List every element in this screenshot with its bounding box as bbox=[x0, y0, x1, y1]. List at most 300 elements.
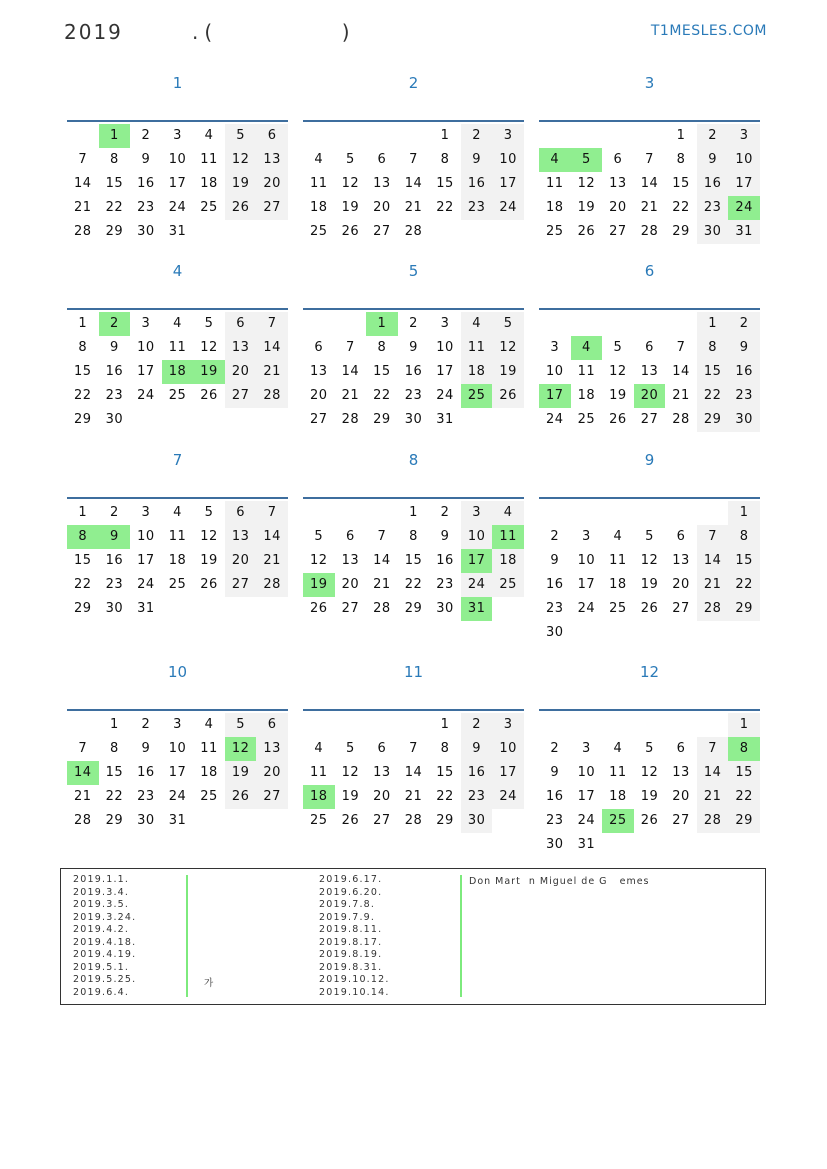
empty-cell bbox=[665, 621, 697, 645]
day-cell: 4 bbox=[314, 152, 324, 167]
day-cell: 27 bbox=[256, 785, 288, 809]
empty-cell bbox=[303, 124, 335, 148]
empty-cell bbox=[366, 713, 398, 737]
day-cell: 23 bbox=[105, 577, 124, 592]
day-cell: 12 bbox=[225, 148, 257, 172]
empty-cell bbox=[539, 501, 571, 525]
day-cell: 20 bbox=[373, 789, 391, 804]
week-row bbox=[539, 621, 760, 645]
day-cell: 8 bbox=[728, 525, 760, 549]
empty-cell bbox=[571, 621, 603, 645]
month-4 bbox=[67, 260, 288, 432]
day-cell: 29 bbox=[105, 224, 124, 239]
month-title: 10 bbox=[167, 663, 188, 681]
day-cell: 1 bbox=[697, 312, 729, 336]
week-row bbox=[67, 785, 288, 809]
day-cell: 26 bbox=[577, 224, 596, 239]
day-cell: 17 bbox=[168, 765, 187, 780]
week-row bbox=[303, 408, 524, 432]
day-cell: 20 bbox=[225, 549, 257, 573]
day-cell: 25 bbox=[168, 388, 187, 403]
month-title: 7 bbox=[172, 451, 183, 469]
month-title: 5 bbox=[408, 262, 419, 280]
day-cell: 20 bbox=[256, 761, 288, 785]
day-cell: 2 bbox=[141, 128, 151, 143]
day-cell: 13 bbox=[373, 765, 391, 780]
legend-date: 2019.8.31. bbox=[319, 961, 383, 973]
day-cell: 8 bbox=[728, 737, 760, 761]
empty-cell bbox=[193, 809, 225, 833]
month-title: 1 bbox=[172, 74, 183, 92]
week-row bbox=[303, 573, 524, 597]
empty-cell bbox=[697, 833, 729, 857]
day-cell: 9 bbox=[697, 148, 729, 172]
day-cell: 7 bbox=[78, 152, 88, 167]
legend-date: 2019.4.2. bbox=[73, 924, 130, 935]
empty-cell bbox=[303, 312, 335, 336]
day-cell: 29 bbox=[105, 813, 124, 828]
empty-cell bbox=[602, 621, 634, 645]
legend-date: 2019.4.19. bbox=[73, 949, 137, 960]
day-cell: 11 bbox=[577, 364, 596, 379]
day-cell: 15 bbox=[74, 553, 92, 568]
day-cell: 5 bbox=[204, 316, 214, 331]
week-row bbox=[67, 336, 288, 360]
month-title: 2 bbox=[408, 74, 419, 92]
day-cell: 8 bbox=[67, 525, 99, 549]
empty-cell bbox=[130, 408, 162, 432]
day-cell: 24 bbox=[577, 601, 596, 616]
day-cell: 7 bbox=[377, 529, 387, 544]
day-cell: 9 bbox=[728, 336, 760, 360]
day-cell: 6 bbox=[225, 312, 257, 336]
day-cell: 30 bbox=[546, 625, 564, 640]
week-row bbox=[67, 525, 288, 549]
day-cell: 14 bbox=[341, 364, 360, 379]
day-cell: 10 bbox=[577, 765, 596, 780]
month-grid bbox=[67, 308, 288, 432]
day-cell: 24 bbox=[492, 196, 524, 220]
empty-cell bbox=[335, 713, 367, 737]
day-cell: 17 bbox=[577, 789, 596, 804]
month-grid bbox=[67, 497, 288, 621]
week-row bbox=[539, 761, 760, 785]
week-row bbox=[67, 408, 288, 432]
day-cell: 3 bbox=[492, 713, 524, 737]
day-cell: 13 bbox=[640, 364, 659, 379]
day-cell: 5 bbox=[314, 529, 324, 544]
day-cell: 15 bbox=[728, 761, 760, 785]
day-cell: 3 bbox=[141, 505, 151, 520]
day-cell: 14 bbox=[74, 176, 92, 191]
empty-cell bbox=[539, 312, 571, 336]
day-cell: 5 bbox=[345, 152, 355, 167]
day-cell: 21 bbox=[341, 388, 360, 403]
day-cell: 24 bbox=[168, 200, 187, 215]
day-cell: 16 bbox=[105, 364, 124, 379]
month-10 bbox=[67, 661, 288, 833]
day-cell: 15 bbox=[672, 176, 690, 191]
day-cell: 6 bbox=[377, 741, 387, 756]
week-row bbox=[303, 124, 524, 148]
day-cell: 10 bbox=[577, 553, 596, 568]
empty-cell bbox=[634, 833, 666, 857]
legend-column-2 bbox=[319, 874, 390, 999]
day-cell: 25 bbox=[310, 224, 328, 239]
empty-cell bbox=[571, 124, 603, 148]
empty-cell bbox=[728, 621, 760, 645]
day-cell: 12 bbox=[640, 765, 659, 780]
day-cell: 27 bbox=[373, 224, 391, 239]
day-cell: 11 bbox=[310, 176, 328, 191]
day-cell: 20 bbox=[672, 789, 690, 804]
day-cell: 22 bbox=[436, 789, 454, 804]
day-cell: 26 bbox=[640, 601, 659, 616]
day-cell: 14 bbox=[256, 336, 288, 360]
day-cell: 4 bbox=[613, 529, 623, 544]
week-row bbox=[539, 312, 760, 336]
day-cell: 26 bbox=[640, 813, 659, 828]
legend-column-1 bbox=[73, 874, 136, 999]
day-cell: 1 bbox=[99, 124, 131, 148]
day-cell: 21 bbox=[672, 388, 690, 403]
day-cell: 9 bbox=[409, 340, 418, 355]
day-cell: 5 bbox=[225, 124, 257, 148]
day-cell: 22 bbox=[672, 200, 690, 215]
day-cell: 11 bbox=[609, 765, 627, 780]
empty-cell bbox=[697, 713, 729, 737]
day-cell: 31 bbox=[168, 813, 187, 828]
day-cell: 17 bbox=[492, 172, 524, 196]
week-row bbox=[539, 501, 760, 525]
day-cell: 22 bbox=[105, 789, 124, 804]
day-cell: 9 bbox=[440, 529, 450, 544]
day-cell: 27 bbox=[609, 224, 627, 239]
day-cell: 19 bbox=[640, 789, 659, 804]
day-cell: 23 bbox=[728, 384, 760, 408]
day-cell: 23 bbox=[436, 577, 454, 592]
page-subtitle: .( ) bbox=[192, 20, 356, 44]
day-cell: 25 bbox=[200, 789, 218, 804]
day-cell: 15 bbox=[373, 364, 391, 379]
week-row bbox=[539, 833, 760, 857]
day-cell: 9 bbox=[141, 152, 151, 167]
day-cell: 27 bbox=[640, 412, 659, 427]
day-cell: 10 bbox=[137, 340, 155, 355]
day-cell: 16 bbox=[546, 577, 564, 592]
day-cell: 4 bbox=[461, 312, 493, 336]
day-cell: 1 bbox=[78, 505, 88, 520]
day-cell: 20 bbox=[672, 577, 690, 592]
day-cell: 30 bbox=[697, 220, 729, 244]
empty-cell bbox=[634, 312, 666, 336]
day-cell: 16 bbox=[461, 761, 493, 785]
week-row bbox=[67, 124, 288, 148]
day-cell: 18 bbox=[168, 553, 187, 568]
week-row bbox=[539, 785, 760, 809]
week-row bbox=[539, 220, 760, 244]
day-cell: 3 bbox=[728, 124, 760, 148]
empty-cell bbox=[256, 408, 288, 432]
day-cell: 4 bbox=[173, 316, 182, 331]
day-cell: 2 bbox=[440, 505, 450, 520]
month-grid bbox=[539, 709, 760, 857]
day-cell: 18 bbox=[492, 549, 524, 573]
brand-link[interactable]: T1MESLES.COM bbox=[650, 23, 767, 39]
day-cell: 10 bbox=[461, 525, 493, 549]
day-cell: 16 bbox=[546, 789, 564, 804]
empty-cell bbox=[366, 124, 398, 148]
day-cell: 28 bbox=[74, 813, 92, 828]
day-cell: 3 bbox=[550, 340, 560, 355]
day-cell: 11 bbox=[200, 152, 218, 167]
week-row bbox=[67, 713, 288, 737]
page-title: 2019 bbox=[64, 20, 123, 44]
day-cell: 3 bbox=[440, 316, 450, 331]
week-row bbox=[539, 408, 760, 432]
day-cell: 17 bbox=[137, 553, 155, 568]
week-row bbox=[67, 761, 288, 785]
day-cell: 10 bbox=[546, 364, 564, 379]
month-title: 9 bbox=[644, 451, 655, 469]
week-row bbox=[539, 360, 760, 384]
day-cell: 1 bbox=[728, 501, 760, 525]
empty-cell bbox=[665, 833, 697, 857]
day-cell: 28 bbox=[341, 412, 360, 427]
day-cell: 2 bbox=[728, 312, 760, 336]
day-cell: 5 bbox=[571, 148, 603, 172]
day-cell: 6 bbox=[225, 501, 257, 525]
day-cell: 9 bbox=[550, 553, 560, 568]
day-cell: 6 bbox=[256, 713, 288, 737]
day-cell: 22 bbox=[728, 785, 760, 809]
week-row bbox=[539, 384, 760, 408]
day-cell: 27 bbox=[310, 412, 328, 427]
day-cell: 28 bbox=[373, 601, 391, 616]
day-cell: 1 bbox=[440, 128, 450, 143]
day-cell: 26 bbox=[341, 224, 360, 239]
day-cell: 30 bbox=[137, 224, 155, 239]
day-cell: 30 bbox=[137, 813, 155, 828]
empty-cell bbox=[67, 713, 99, 737]
day-cell: 3 bbox=[461, 501, 493, 525]
day-cell: 13 bbox=[341, 553, 360, 568]
day-cell: 4 bbox=[613, 741, 623, 756]
day-cell: 9 bbox=[461, 148, 493, 172]
day-cell: 15 bbox=[728, 549, 760, 573]
day-cell: 30 bbox=[728, 408, 760, 432]
week-row bbox=[303, 809, 524, 833]
month-title: 3 bbox=[644, 74, 655, 92]
day-cell: 2 bbox=[697, 124, 729, 148]
holiday-legend bbox=[60, 868, 766, 1005]
day-cell: 25 bbox=[577, 412, 596, 427]
week-row bbox=[539, 549, 760, 573]
week-row bbox=[303, 549, 524, 573]
week-row bbox=[67, 360, 288, 384]
empty-cell bbox=[539, 124, 571, 148]
empty-cell bbox=[728, 833, 760, 857]
day-cell: 16 bbox=[697, 172, 729, 196]
day-cell: 9 bbox=[99, 525, 131, 549]
day-cell: 29 bbox=[436, 813, 454, 828]
day-cell: 8 bbox=[440, 152, 450, 167]
day-cell: 4 bbox=[204, 128, 214, 143]
day-cell: 24 bbox=[137, 577, 155, 592]
legend-note-1: 가 bbox=[204, 978, 215, 989]
day-cell: 30 bbox=[105, 412, 124, 427]
day-cell: 31 bbox=[436, 412, 454, 427]
empty-cell bbox=[634, 124, 666, 148]
day-cell: 2 bbox=[141, 717, 151, 732]
day-cell: 20 bbox=[256, 172, 288, 196]
day-cell: 22 bbox=[74, 388, 92, 403]
empty-cell bbox=[225, 220, 257, 244]
day-cell: 18 bbox=[546, 200, 564, 215]
week-row bbox=[67, 384, 288, 408]
day-cell: 22 bbox=[74, 577, 92, 592]
day-cell: 19 bbox=[200, 553, 218, 568]
day-cell: 12 bbox=[640, 553, 659, 568]
day-cell: 1 bbox=[78, 316, 88, 331]
day-cell: 26 bbox=[310, 601, 328, 616]
day-cell: 25 bbox=[310, 813, 328, 828]
day-cell: 11 bbox=[492, 525, 524, 549]
day-cell: 8 bbox=[409, 529, 418, 544]
day-cell: 5 bbox=[613, 340, 623, 355]
empty-cell bbox=[634, 501, 666, 525]
empty-cell bbox=[162, 408, 194, 432]
empty-cell bbox=[634, 713, 666, 737]
day-cell: 7 bbox=[697, 737, 729, 761]
month-grid bbox=[539, 308, 760, 432]
empty-cell bbox=[193, 597, 225, 621]
day-cell: 17 bbox=[436, 364, 454, 379]
month-5 bbox=[303, 260, 524, 432]
legend-divider bbox=[460, 875, 462, 997]
day-cell: 17 bbox=[137, 364, 155, 379]
week-row bbox=[303, 196, 524, 220]
day-cell: 25 bbox=[602, 809, 634, 833]
day-cell: 21 bbox=[74, 789, 92, 804]
day-cell: 16 bbox=[137, 765, 155, 780]
empty-cell bbox=[461, 408, 493, 432]
day-cell: 15 bbox=[105, 765, 124, 780]
day-cell: 12 bbox=[341, 176, 360, 191]
day-cell: 24 bbox=[168, 789, 187, 804]
day-cell: 20 bbox=[373, 200, 391, 215]
day-cell: 16 bbox=[728, 360, 760, 384]
week-row bbox=[67, 312, 288, 336]
empty-cell bbox=[634, 621, 666, 645]
day-cell: 1 bbox=[440, 717, 450, 732]
day-cell: 12 bbox=[310, 553, 328, 568]
week-row bbox=[539, 196, 760, 220]
day-cell: 12 bbox=[341, 765, 360, 780]
day-cell: 30 bbox=[105, 601, 124, 616]
week-row bbox=[303, 737, 524, 761]
empty-cell bbox=[665, 713, 697, 737]
day-cell: 19 bbox=[609, 388, 627, 403]
day-cell: 18 bbox=[162, 360, 194, 384]
day-cell: 3 bbox=[581, 741, 591, 756]
week-row bbox=[303, 501, 524, 525]
day-cell: 19 bbox=[640, 577, 659, 592]
day-cell: 10 bbox=[492, 148, 524, 172]
day-cell: 12 bbox=[200, 529, 218, 544]
day-cell: 1 bbox=[676, 128, 686, 143]
empty-cell bbox=[665, 312, 697, 336]
empty-cell bbox=[225, 809, 257, 833]
day-cell: 11 bbox=[609, 553, 627, 568]
week-row bbox=[539, 597, 760, 621]
week-row bbox=[303, 384, 524, 408]
day-cell: 31 bbox=[728, 220, 760, 244]
day-cell: 29 bbox=[728, 809, 760, 833]
week-row bbox=[539, 124, 760, 148]
day-cell: 8 bbox=[440, 741, 450, 756]
empty-cell bbox=[303, 713, 335, 737]
day-cell: 24 bbox=[728, 196, 760, 220]
day-cell: 17 bbox=[492, 761, 524, 785]
day-cell: 8 bbox=[109, 741, 119, 756]
empty-cell bbox=[335, 501, 367, 525]
empty-cell bbox=[492, 597, 524, 621]
day-cell: 17 bbox=[539, 384, 571, 408]
day-cell: 7 bbox=[409, 741, 418, 756]
empty-cell bbox=[492, 408, 524, 432]
month-grid bbox=[303, 120, 524, 244]
day-cell: 12 bbox=[609, 364, 627, 379]
day-cell: 27 bbox=[672, 601, 690, 616]
day-cell: 4 bbox=[492, 501, 524, 525]
week-row bbox=[67, 220, 288, 244]
day-cell: 31 bbox=[461, 597, 493, 621]
empty-cell bbox=[602, 124, 634, 148]
week-row bbox=[303, 597, 524, 621]
day-cell: 19 bbox=[341, 789, 360, 804]
day-cell: 21 bbox=[697, 573, 729, 597]
legend-date: 2019.7.8. bbox=[319, 899, 376, 910]
month-grid bbox=[303, 308, 524, 432]
day-cell: 25 bbox=[609, 601, 627, 616]
day-cell: 24 bbox=[546, 412, 564, 427]
week-row bbox=[67, 501, 288, 525]
day-cell: 11 bbox=[310, 765, 328, 780]
day-cell: 14 bbox=[373, 553, 391, 568]
day-cell: 23 bbox=[404, 388, 423, 403]
legend-date: 2019.1.1. bbox=[73, 874, 130, 885]
day-cell: 19 bbox=[577, 200, 596, 215]
month-9 bbox=[539, 449, 760, 645]
week-row bbox=[539, 573, 760, 597]
day-cell: 25 bbox=[168, 577, 187, 592]
day-cell: 8 bbox=[697, 336, 729, 360]
day-cell: 29 bbox=[672, 224, 690, 239]
day-cell: 8 bbox=[78, 340, 88, 355]
day-cell: 9 bbox=[141, 741, 151, 756]
empty-cell bbox=[366, 501, 398, 525]
month-7 bbox=[67, 449, 288, 621]
day-cell: 23 bbox=[461, 785, 493, 809]
day-cell: 21 bbox=[404, 200, 423, 215]
empty-cell bbox=[665, 501, 697, 525]
day-cell: 5 bbox=[345, 741, 355, 756]
day-cell: 19 bbox=[341, 200, 360, 215]
day-cell: 11 bbox=[168, 340, 187, 355]
day-cell: 27 bbox=[225, 573, 257, 597]
week-row bbox=[67, 549, 288, 573]
